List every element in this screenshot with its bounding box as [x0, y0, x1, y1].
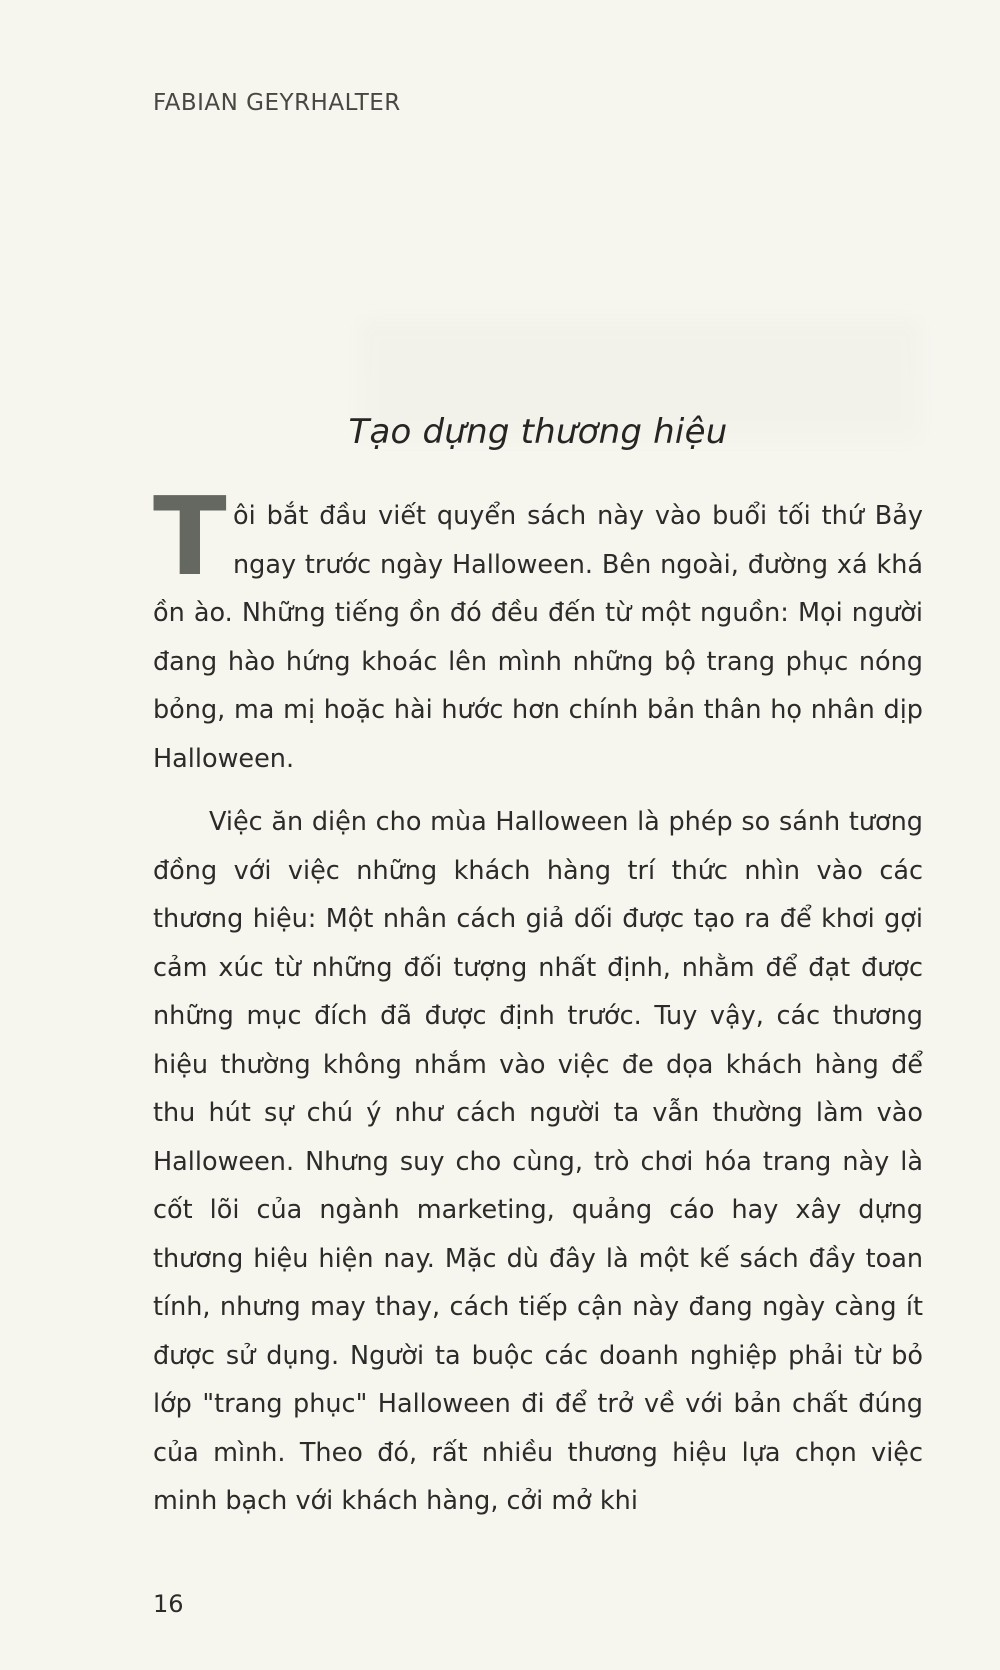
chapter-title: Tạo dựng thương hiệu [348, 412, 728, 452]
paragraph-1-text: ôi bắt đầu viết quyển sách này vào buổi tối thứ Bảy ngay trước ngày Halloween. Bên ngoài, đường xá khá ồn ào. Những tiếng ồn đó đều đến từ một nguồn: Mọi người đang hào hứng khoác lên mình những bộ trang phục nóng bỏng, ma mị hoặc hài hước hơn chính bản thân họ nhân dịp Halloween. [153, 501, 923, 774]
running-head: FABIAN GEYRHALTER [153, 90, 401, 116]
page-number: 16 [153, 1590, 184, 1618]
paragraph-1 [153, 475, 923, 783]
body-copy [153, 475, 923, 1526]
drop-cap: T [153, 475, 227, 600]
paragraph-2: Việc ăn diện cho mùa Halloween là phép so sánh tương đồng với việc những khách hàng trí thức nhìn vào các thương hiệu: Một nhân cách giả dối được tạo ra để khơi gợi cảm xúc từ những đối tượng nhất định, nhằm để đạt được những mục đích đã được định trước. Tuy vậy, các thương hiệu thường không nhắm vào việc đe dọa khách hàng để thu hút sự chú ý như cách người ta vẫn thường làm vào Halloween. Nhưng suy cho cùng, trò chơi hóa trang này là cốt lõi của ngành marketing, quảng cáo hay xây dựng thương hiệu hiện nay. Mặc dù đây là một kế sách đầy toan tính, nhưng may thay, cách tiếp cận này đang ngày càng ít được sử dụng. Người ta buộc các doanh nghiệp phải từ bỏ lớp "trang phục" Halloween đi để trở về với bản chất đúng của mình. Theo đó, rất nhiều thương hiệu lựa chọn việc minh bạch với khách hàng, cởi mở khi [153, 807, 923, 1516]
